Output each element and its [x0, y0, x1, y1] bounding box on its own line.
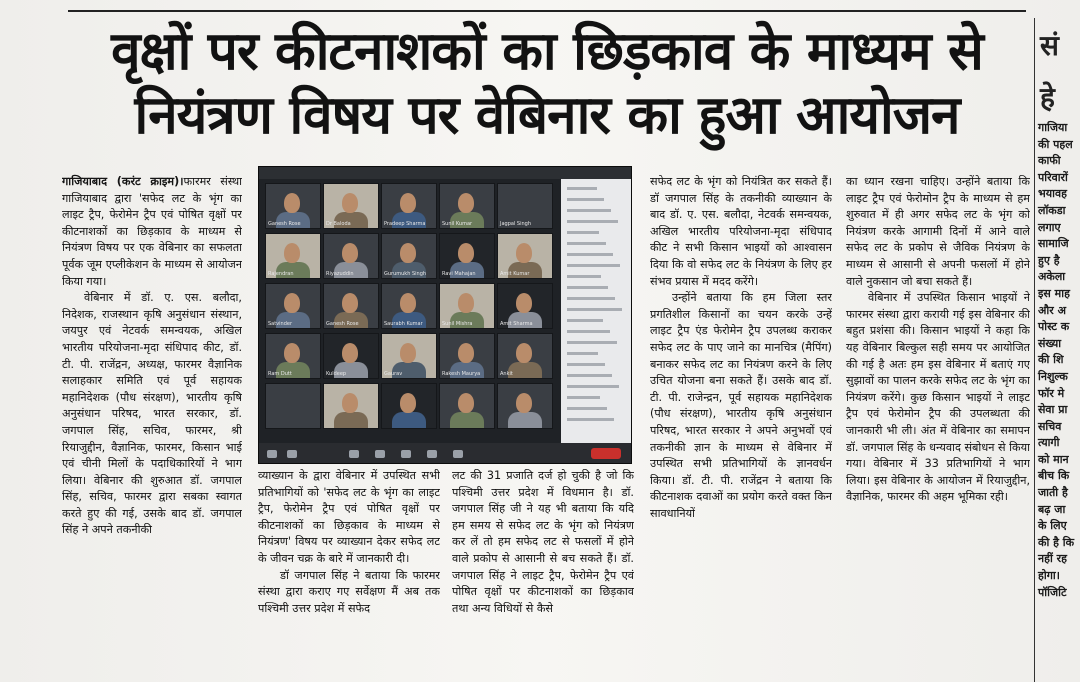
- article-column-3: [452, 468, 634, 680]
- participant-name-label: Rakesh Maurya: [442, 371, 481, 377]
- participant-list-row: [567, 220, 618, 223]
- col4-para-1: सफेद लट के भृंग को नियंत्रित कर सकते हैं। डॉ जगपाल सिंह के तकनीकी व्याख्यान के बाद डॉ. ए. एस. बलौदा, नेटवर्क समन्वयक, अखिल भारतीय परियोजना-मृदा संधिपाद कीट ने सभी किसान भाइयों को आश्वासन दिया कि वो सफेद लट के नियंत्रण के लिए हर संभव प्रयास में मदद करेंगे।: [650, 175, 832, 288]
- participant-video-tile: [381, 333, 437, 379]
- adjacent-article-text: गाजिया की पहल काफी परिवारों भयावह लॉकडा लगाए सामाजि हुए है अकेला इस माह और अ पोस्ट क संख्या की शि निशुल्क फॉर मे सेवा प्रा सचिव त्यागी को मान बीच कि जाती है बढ़ जा के लिए की है कि नहीं रह होगा। पॉजिटि: [1038, 121, 1075, 599]
- participant-video-tile: [265, 233, 321, 279]
- column-divider: [1034, 18, 1035, 682]
- zoom-control-bar: [259, 443, 631, 463]
- participant-video-tile: [265, 183, 321, 229]
- col1-para-1-text: फारमर संस्था गाजियाबाद द्वारा 'सफेद लट के भृंग का लाइट ट्रैप, फेरोमेन ट्रैप एवं पोषित वृक्षों पर कीटनाशकों का छिड़काव के माध्यम से नियंत्रण विषय पर एक वेबिनार का सफलता पूर्वक जूम एप्लीकेशन के माध्यम से आयोजन किया गया।: [62, 175, 242, 288]
- participant-video-tile: [265, 333, 321, 379]
- participant-name-label: Ganesh Rose: [326, 321, 359, 327]
- participant-name-label: Pradeep Sharma: [384, 221, 426, 227]
- participant-video-tile: [439, 383, 495, 429]
- participant-name-label: Amit Sharma: [500, 321, 533, 327]
- participant-list-row: [567, 264, 620, 267]
- participant-name-label: Riyazuddin: [326, 271, 354, 277]
- participant-video-tile: [323, 383, 379, 429]
- col5-para-2: वेबिनार में उपस्थित किसान भाइयों ने फारमर संस्था द्वारा करायी गई इस वेबिनार की बहुत प्रशंसा की। किसान भाइयों ने कहा कि यह वेबिनार बिल्कुल सही समय पर आयोजित की गई है अतः हम इस वेबिनार में बताएं गए सुझावों का पालन करके सफेद लट के भृंग का नियंत्रण करेंगे। कुछ किसान भाइयों ने लाइट ट्रैप एवं फेरोमोन ट्रैप की उपलब्धता की जानकारी भी ली। अंत में वेबिनार का समापन डॉ. जगपाल सिंह के धन्यवाद संबोधन से किया गया। वेबिनार में 33 प्रतिभागियों ने भाग लिया। इस वेबिनार के आयोजन में रियाजुद्दीन, वैज्ञानिक, फारमर की अहम भूमिका रही।: [846, 291, 1030, 504]
- participant-name-label: Gaurav: [384, 371, 403, 377]
- participant-name-label: Sunil Kumar: [442, 221, 473, 227]
- participant-video-tile: [497, 183, 553, 229]
- participant-video-tile: [439, 283, 495, 329]
- participant-name-label: Gurumukh Singh: [384, 271, 427, 277]
- participant-list-row: [567, 297, 615, 300]
- participant-video-tile: [439, 333, 495, 379]
- participant-video-tile: [265, 283, 321, 329]
- participant-name-label: Ankit: [500, 371, 513, 377]
- participant-name-label: Ram Dutt: [268, 371, 292, 377]
- participant-list-row: [567, 319, 603, 322]
- adjacent-article-fragment: [1036, 20, 1080, 682]
- participant-list-row: [567, 275, 601, 278]
- participant-list-row: [567, 253, 613, 256]
- participant-grid: [265, 183, 557, 435]
- col1-para-2: वेबिनार में डॉ. ए. एस. बलौदा, निदेशक, राजस्थान कृषि अनुसंधान संस्थान, जयपुर एवं नेटवर्क समन्वयक, अखिल भारतीय परियोजना-मृदा संधिपाद कीट, डॉ. टी. पी. राजेंद्रन, अध्यक्ष, फारमर वैज्ञानिक सलाहकार समिति एवं पूर्व सहायक महानिदेशक (पौध संरक्षण), भारतीय कृषि अनुसंधान परिषद, भारत सरकार, डॉ. जगपाल सिंह, सचिव, फारमर, श्री रियाजुद्दीन, वैज्ञानिक, फारमर, किसान भाई एवं चीनी मिलों के पदाधिकारियों ने भाग लिया। वेबिनार की शुरुआत डॉ. जगपाल सिंह, सचिव, फारमर द्वारा सबका स्वागत करते हुए की गई, उसके बाद डॉ. जगपाल सिंह ने अपने तकनीकी: [62, 291, 242, 537]
- webinar-zoom-screenshot-photo: [258, 166, 632, 464]
- col3-para-1: लट की 31 प्रजाति दर्ज हो चुकी है जो कि पश्चिमी उत्तर प्रदेश में विधमान है। डॉ. जगपाल सिंह जी ने यह भी बताया कि यदि हम समय से सफेद लट के भृंग को नियंत्रण कर लें तो हम सफेद लट से फसलों में होने वाले प्रकोप से आसानी से बच सकते हैं। डॉ. जगपाल सिंह ने लाइट ट्रैप, फेरोमेन ट्रैप एवं पोषित वृक्षों पर कीटनाशकों का छिड़काव तथा अन्य विधियों से कैसे: [452, 469, 634, 615]
- participant-video-tile: [381, 283, 437, 329]
- adjacent-headline: सं हे: [1040, 29, 1059, 114]
- headline-line-1: वृक्षों पर कीटनाशकों का छिड़काव के माध्यम से: [111, 21, 983, 82]
- article-column-2: [258, 468, 440, 680]
- participant-video-tile: [265, 383, 321, 429]
- participant-list-row: [567, 330, 610, 333]
- participant-list-row: [567, 308, 622, 311]
- col1-para-1: [62, 174, 242, 290]
- participant-name-label: Kuldeep: [326, 371, 347, 377]
- top-rule: [68, 10, 1026, 12]
- participant-video-tile: [497, 283, 553, 329]
- participant-video-tile: [323, 183, 379, 229]
- participant-list-row: [567, 187, 597, 190]
- participants-panel: [561, 179, 631, 443]
- participant-list-row: [567, 231, 599, 234]
- participant-video-tile: [497, 383, 553, 429]
- participant-video-tile: [497, 233, 553, 279]
- participant-list-row: [567, 396, 600, 399]
- participant-name-label: Jagpal Singh: [500, 221, 532, 227]
- headline: [62, 20, 1032, 148]
- headline-line-2: नियंत्रण विषय पर वेबिनार का हुआ आयोजन: [134, 85, 960, 146]
- participant-list-row: [567, 242, 606, 245]
- article-column-4: [650, 174, 832, 680]
- participant-list-row: [567, 286, 608, 289]
- participant-video-tile: [439, 233, 495, 279]
- col2-para-1: व्याख्यान के द्वारा वेबिनार में उपस्थित सभी प्रतिभागियों को 'सफेद लट के भृंग का लाइट ट्रैप, फेरोमेन ट्रैप एवं पोषित वृक्षों पर कीटनाशकों का छिड़काव के माध्यम से नियंत्रण' विषय पर व्याख्यान देकर सफेद लट के जीवन चक्र के बारे में जानकारी दी।: [258, 469, 440, 565]
- participant-list-row: [567, 374, 612, 377]
- participant-name-label: Ravi Mahajan: [442, 271, 476, 277]
- participant-list-row: [567, 385, 619, 388]
- participant-video-tile: [381, 383, 437, 429]
- participant-name-label: Satvinder: [268, 321, 293, 327]
- participant-list-row: [567, 352, 598, 355]
- participant-list-row: [567, 209, 611, 212]
- participant-list-row: [567, 418, 614, 421]
- col4-para-2: उन्होंने बताया कि हम जिला स्तर प्रगतिशील किसानों का चयन करके उन्हें लाइट ट्रैप एंड फेरोमेन ट्रैप उपलब्ध कराकर सफेद लट के पाए जाने का मानचित्र (मैपिंग) बनाकर सफेद लट का नियंत्रण करने के लिए उचित योजना बना सकते हैं। उसके बाद डॉ. टी. पी. राजेन्द्रन, पूर्व सहायक महानिदेशक (पौध संरक्षण), भारतीय कृषि अनुसंधान परिषद, भारत सरकार ने अपने अनुभवों एवं तकनीकी ज्ञान के माध्यम से वेबिनार में उपस्थित सभी प्रतिभागियों के ज्ञानवर्धन किया। डॉ. टी. पी. राजेंद्रन ने बताया कि कीटनाशक दवाओं का प्रयोग करते वक्त किन सावधानियों: [650, 291, 832, 520]
- participant-list-row: [567, 341, 617, 344]
- participant-name-label: Sunil Mishra: [442, 321, 473, 327]
- participant-name-label: Rajendran: [268, 271, 294, 277]
- participant-video-tile: [381, 233, 437, 279]
- participant-list-row: [567, 363, 605, 366]
- participant-list-row: [567, 198, 604, 201]
- participant-video-tile: [323, 233, 379, 279]
- article-column-5: [846, 174, 1030, 680]
- end-meeting-button: [591, 448, 621, 459]
- col2-para-2: डॉ जगपाल सिंह ने बताया कि फारमर संस्था द्वारा कराए गए सर्वेक्षण मैं अब तक पश्चिमी उत्तर प्रदेश में सफेद: [258, 568, 440, 615]
- participant-video-tile: [497, 333, 553, 379]
- participant-name-label: Saurabh Kumar: [384, 321, 423, 327]
- zoom-title-bar: [259, 167, 631, 179]
- participant-name-label: Dr Baloda: [326, 221, 351, 227]
- participant-video-tile: [323, 283, 379, 329]
- article-column-1: [62, 174, 242, 680]
- participant-video-tile: [323, 333, 379, 379]
- participant-name-label: Ganesh Rose: [268, 221, 301, 227]
- col5-para-1: का ध्यान रखना चाहिए। उन्होंने बताया कि लाइट ट्रैप एवं फेरोमोन ट्रैप के माध्यम से हम शुरुवात में ही अगर सफेद लट के भृंग को नियंत्रण करके आगामी दिनों में आने वाले सफेद लट के प्रकोप से जैविक नियंत्रण के माध्यम से आसानी से अपनी फसलों में होने वाले नुकसान जो बचा सकते हैं।: [846, 175, 1030, 288]
- participant-list-row: [567, 407, 607, 410]
- participant-video-tile: [381, 183, 437, 229]
- participant-video-tile: [439, 183, 495, 229]
- participant-name-label: Amit Kumar: [500, 271, 530, 277]
- dateline: गाजियाबाद (करंट क्राइम)।: [62, 175, 184, 188]
